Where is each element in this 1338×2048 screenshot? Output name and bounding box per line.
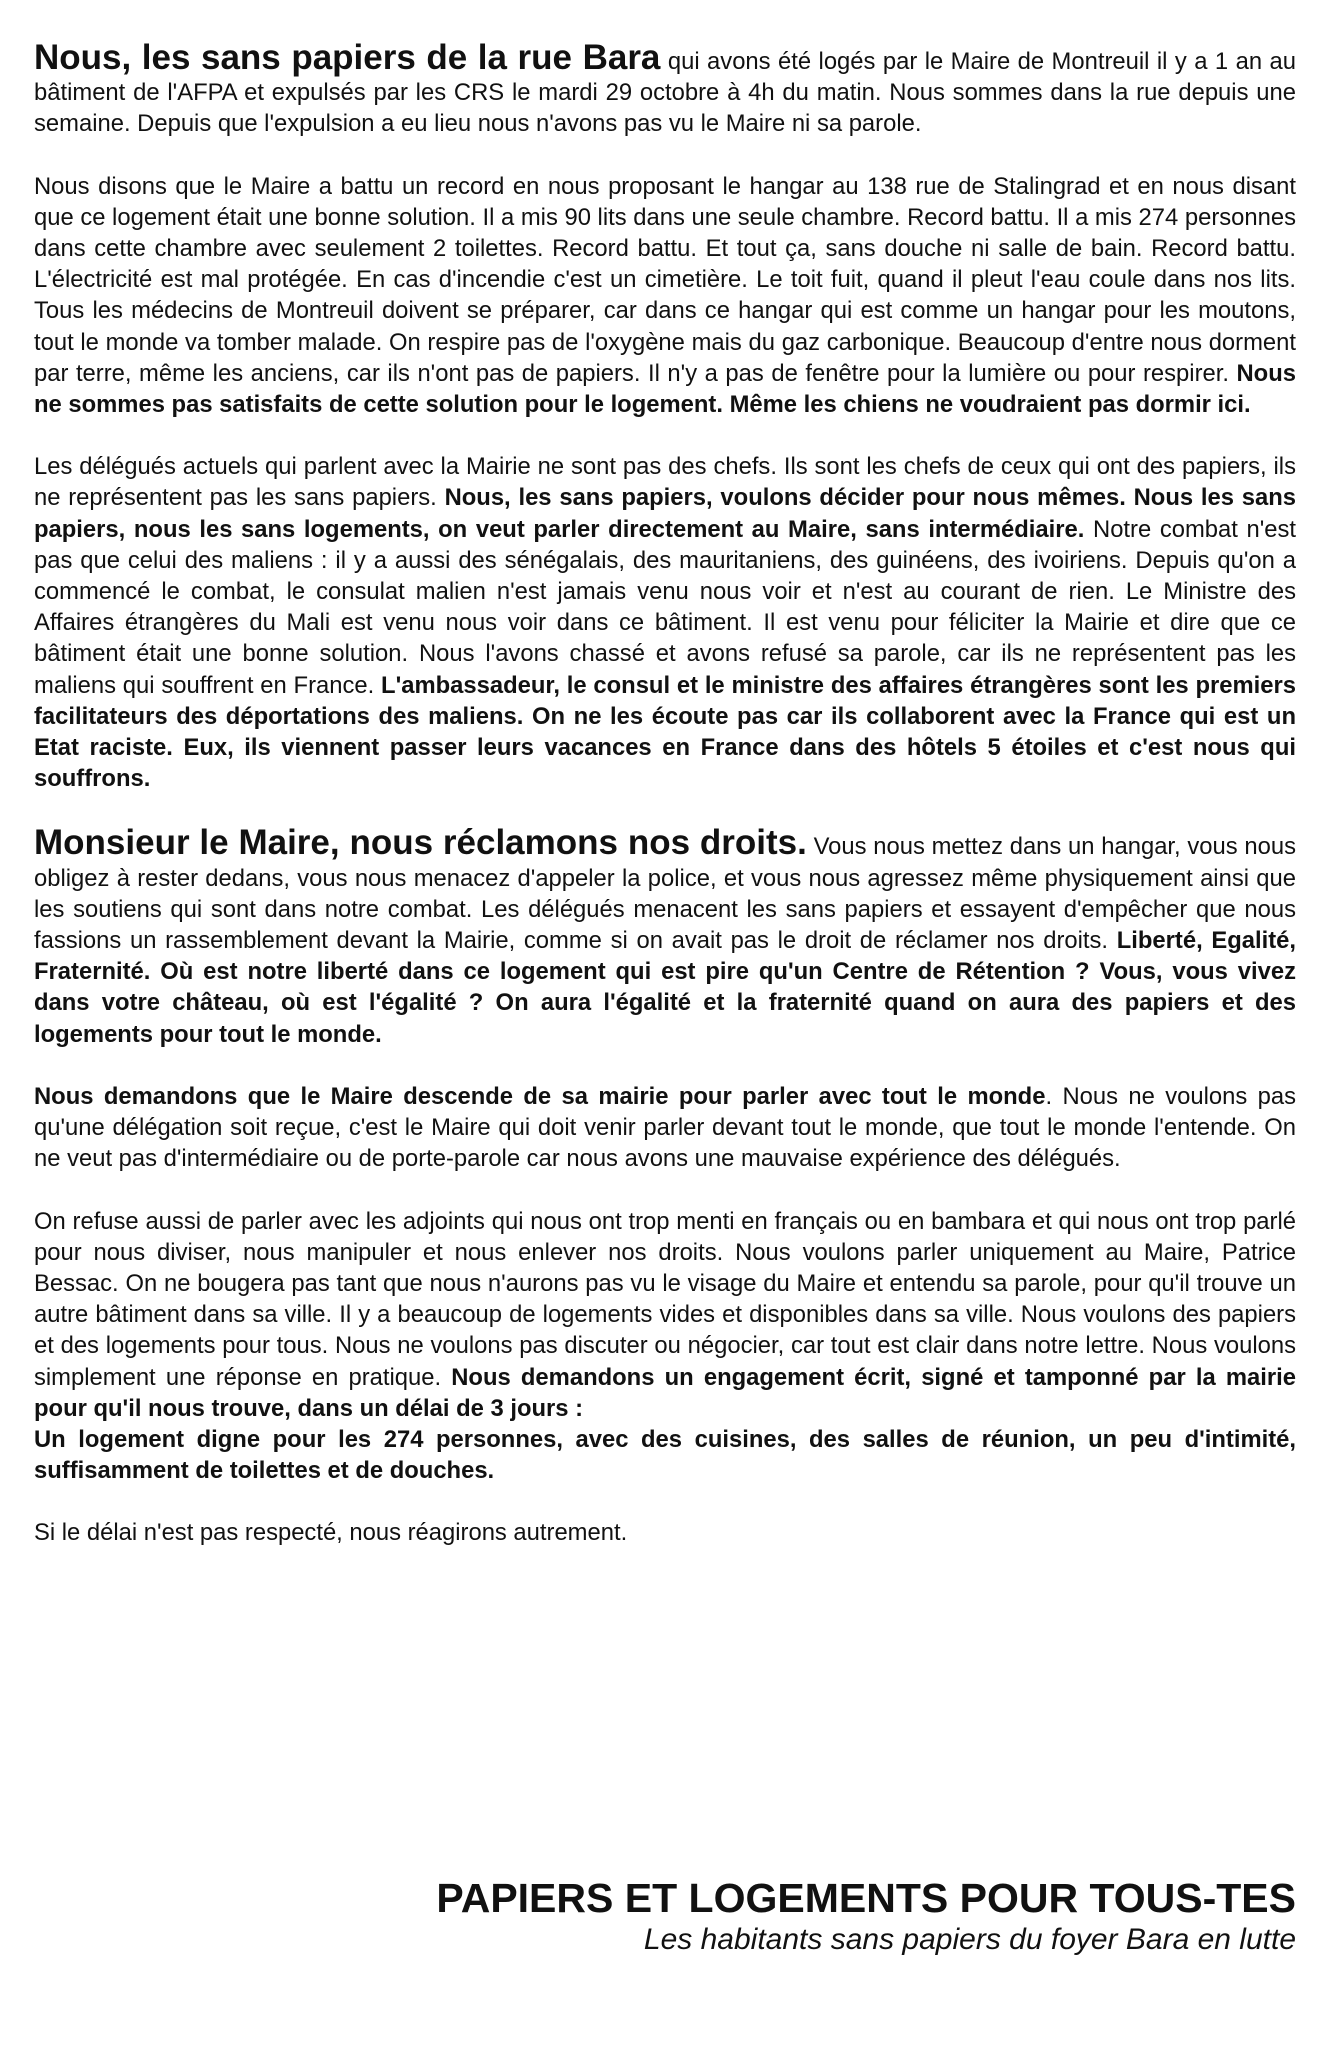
paragraph-deadline (34, 1517, 1296, 1548)
delegates-bold-1: Nous, les sans papiers, voulons décider pour nous mêmes. Nous les sans papiers, nous les sans logements, on veut parler directement au Maire, sans intermédiaire. (34, 484, 1296, 543)
rights-bold-statement: Liberté, Egalité, Fraternité. Où est notre liberté dans ce logement qui est pire qu'un Centre de Rétention ? Vous, vous vivez dans votre château, où est l'égalité ? On aura l'égalité et la fraternité quand on aura des papiers et des logements pour tout le monde. (34, 927, 1297, 1048)
paragraph-intro (34, 40, 1296, 140)
delegates-text-2: Notre combat n'est pas que celui des maliens : il y a aussi des sénégalais, des mauritaniens, des guinéens, des ivoiriens. Depuis qu'on a commencé le combat, le consulat malien n'est jamais venu nous voir et n'est au courant de rien. Le Ministre des Affaires étrangères du Mali est venu nous voir dans ce bâtiment. Il est venu pour féliciter la Mairie et dire que ce bâtiment était une bonne solution. Nous l'avons chassé et avons refusé sa parole, car ils ne représentent pas les maliens qui souffrent en France. (34, 515, 1297, 699)
rights-text: Vous nous mettez dans un hangar, vous nous obligez à rester dedans, vous nous menacez d'appeler la police, et vous nous agressez même physiquement ainsi que les soutiens qui sont dans notre combat. Les délégués menacent les sans papiers et essayent d'empêcher que nous fassions un rassemblement devant la Mairie, comme si on avait pas le droit de réclamer nos droits. (34, 833, 1296, 955)
paragraph-refusal (34, 1206, 1296, 1487)
paragraph-delegates (34, 451, 1296, 794)
refusal-demand-bold: Nous demandons un engagement écrit, signé et tamponné par la mairie pour qu'il nous trouve, dans un délai de 3 jours : (34, 1363, 1296, 1422)
delegates-bold-2: L'ambassadeur, le consul et le ministre des affaires étrangères sont les premiers facilitateurs des déportations des maliens. On ne les écoute pas car ils collaborent avec la France qui est un Etat raciste. Eux, ils viennent passer leurs vacances en France dans des hôtels 5 étoiles et c'est nous qui souffrons. (34, 671, 1296, 793)
footer-slogan: PAPIERS ET LOGEMENTS POUR TOUS-TES (436, 1875, 1296, 1921)
footer (436, 1874, 1296, 1958)
hangar-bold-statement: Nous ne sommes pas satisfaits de cette solution pour le logement. Même les chiens ne voudraient pas dormir ici. (34, 359, 1296, 419)
demand-mayor-text: . Nous ne voulons pas qu'une délégation soit reçue, c'est le Maire qui doit venir parler devant tout le monde, que tout le monde l'entende. On ne veut pas d'intermédiaire ou de porte-parole car nous avons une mauvaise expérience des délégués. (34, 1082, 1296, 1173)
intro-headline: Nous, les sans papiers de la rue Bara (34, 38, 661, 77)
tract-body (34, 40, 1296, 1580)
rights-headline: Monsieur le Maire, nous réclamons nos droits. (34, 823, 807, 863)
paragraph-rights (34, 825, 1296, 1049)
intro-text: qui avons été logés par le Maire de Montreuil il y a 1 an au bâtiment de l'AFPA et expulsés par les CRS le mardi 29 octobre à 4h du matin. Nous sommes dans la rue depuis une semaine. Depuis que l'expulsion a eu lieu nous n'avons pas vu le Maire ni sa parole. (34, 48, 1296, 138)
footer-signature: Les habitants sans papiers du foyer Bara en lutte (643, 1923, 1296, 1956)
refusal-housing-bold: Un logement digne pour les 274 personnes, avec des cuisines, des salles de réunion, un peu d'intimité, suffisamment de toilettes et de douches. (34, 1425, 1296, 1485)
hangar-text: Nous disons que le Maire a battu un record en nous proposant le hangar au 138 rue de Stalingrad et en nous disant que ce logement était une bonne solution. Il a mis 90 lits dans une seule chambre. Record battu. Il a mis 274 personnes dans cette chambre avec seulement 2 toilettes. Record battu. Et tout ça, sans douche ni salle de bain. Record battu. L'électricité est mal protégée. En cas d'incendie c'est un cimetière. Le toit fuit, quand il pleut l'eau coule dans nos lits. Tous les médecins de Montreuil doivent se préparer, car dans ce hangar qui est comme un hangar pour les moutons, tout le monde va tomber malade. On respire pas de l'oxygène mais du gaz carbonique. Beaucoup d'entre nous dorment par terre, même les anciens, car ils n'ont pas de papiers. Il n'y a pas de fenêtre pour la lumière ou pour respirer. (34, 172, 1296, 387)
deadline-text: Si le délai n'est pas respecté, nous réagirons autrement. (34, 1519, 628, 1547)
paragraph-demand-mayor (34, 1081, 1296, 1175)
demand-mayor-bold: Nous demandons que le Maire descende de sa mairie pour parler avec tout le monde (34, 1082, 1046, 1110)
paragraph-hangar (34, 171, 1296, 421)
refusal-text: On refuse aussi de parler avec les adjoints qui nous ont trop menti en français ou en bambara et qui nous ont trop parlé pour nous diviser, nous manipuler et nous enlever nos droits. Nous voulons parler uniquement au Maire, Patrice Bessac. On ne bougera pas tant que nous n'aurons pas vu le visage du Maire et entendu sa parole, pour qu'il trouve un autre bâtiment dans sa ville. Il y a beaucoup de logements vides et disponibles dans sa ville. Nous voulons des papiers et des logements pour tous. Nous ne voulons pas discuter ou négocier, car tout est clair dans notre lettre. Nous voulons simplement une réponse en pratique. (34, 1207, 1296, 1391)
delegates-text-1: Les délégués actuels qui parlent avec la Mairie ne sont pas des chefs. Ils sont les chefs de ceux qui ont des papiers, ils ne représentent pas les sans papiers. (34, 453, 1296, 512)
